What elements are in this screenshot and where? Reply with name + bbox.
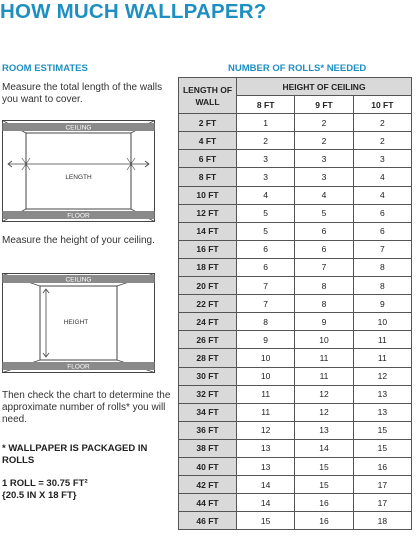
packaging-note: * WALLPAPER IS PACKAGED IN ROLLS bbox=[2, 443, 148, 466]
table-row bbox=[179, 168, 412, 186]
table-row bbox=[179, 114, 412, 132]
step3-text: Then check the chart to determine the approximate number of rolls* you will need. bbox=[2, 390, 171, 425]
rolls-table-body bbox=[179, 114, 412, 530]
table-row bbox=[179, 313, 412, 331]
rolls-cell: 16 bbox=[295, 494, 353, 512]
table-row bbox=[179, 349, 412, 367]
rolls-cell: 2 bbox=[295, 114, 353, 132]
rolls-cell: 11 bbox=[353, 349, 411, 367]
wall-length-cell: 32 FT bbox=[179, 385, 237, 403]
wall-length-cell: 30 FT bbox=[179, 367, 237, 385]
rolls-cell: 1 bbox=[237, 114, 295, 132]
rolls-cell: 3 bbox=[237, 150, 295, 168]
table-row bbox=[179, 277, 412, 295]
rolls-cell: 14 bbox=[237, 476, 295, 494]
rolls-cell: 6 bbox=[353, 222, 411, 240]
table-row bbox=[179, 132, 412, 150]
rolls-cell: 15 bbox=[237, 512, 295, 530]
rolls-cell: 5 bbox=[237, 204, 295, 222]
rolls-cell: 15 bbox=[295, 457, 353, 475]
rolls-cell: 6 bbox=[295, 222, 353, 240]
rolls-cell: 2 bbox=[353, 114, 411, 132]
rolls-cell: 18 bbox=[353, 512, 411, 530]
table-row bbox=[179, 258, 412, 276]
rolls-cell: 2 bbox=[295, 132, 353, 150]
table-row bbox=[179, 367, 412, 385]
wall-length-cell: 28 FT bbox=[179, 349, 237, 367]
rolls-cell: 10 bbox=[237, 367, 295, 385]
table-row bbox=[179, 494, 412, 512]
diagram2-ceiling-label: CEILING bbox=[65, 276, 92, 284]
wall-length-cell: 8 FT bbox=[179, 168, 237, 186]
roll-area: 1 ROLL = 30.75 FT² bbox=[2, 478, 88, 489]
diagram1-floor-label: FLOOR bbox=[67, 212, 90, 220]
rolls-cell: 12 bbox=[237, 421, 295, 439]
rolls-cell: 9 bbox=[295, 313, 353, 331]
rolls-cell: 12 bbox=[353, 367, 411, 385]
rolls-cell: 6 bbox=[237, 258, 295, 276]
room-estimates-heading: ROOM ESTIMATES bbox=[2, 63, 88, 74]
rolls-cell: 6 bbox=[237, 240, 295, 258]
rolls-cell: 4 bbox=[237, 186, 295, 204]
rolls-cell: 7 bbox=[353, 240, 411, 258]
rolls-cell: 15 bbox=[295, 476, 353, 494]
rolls-cell: 14 bbox=[295, 439, 353, 457]
rolls-cell: 6 bbox=[353, 204, 411, 222]
diagram1-length-label: LENGTH bbox=[65, 174, 92, 181]
rolls-cell: 15 bbox=[353, 421, 411, 439]
table-row bbox=[179, 421, 412, 439]
rolls-cell: 2 bbox=[353, 132, 411, 150]
rolls-cell: 3 bbox=[295, 168, 353, 186]
rolls-cell: 8 bbox=[353, 258, 411, 276]
table-row bbox=[179, 186, 412, 204]
wall-length-cell: 34 FT bbox=[179, 403, 237, 421]
rolls-cell: 17 bbox=[353, 494, 411, 512]
rolls-cell: 9 bbox=[353, 295, 411, 313]
rolls-cell: 3 bbox=[353, 150, 411, 168]
rolls-cell: 7 bbox=[237, 277, 295, 295]
wall-length-cell: 12 FT bbox=[179, 204, 237, 222]
rolls-cell: 13 bbox=[237, 457, 295, 475]
rolls-cell: 8 bbox=[237, 313, 295, 331]
wall-length-cell: 46 FT bbox=[179, 512, 237, 530]
wall-length-cell: 10 FT bbox=[179, 186, 237, 204]
rolls-cell: 8 bbox=[295, 277, 353, 295]
wall-length-cell: 20 FT bbox=[179, 277, 237, 295]
table-row bbox=[179, 295, 412, 313]
table-row bbox=[179, 204, 412, 222]
wall-length-cell: 18 FT bbox=[179, 258, 237, 276]
wall-length-cell: 2 FT bbox=[179, 114, 237, 132]
table-row bbox=[179, 476, 412, 494]
rolls-cell: 15 bbox=[353, 439, 411, 457]
rolls-cell: 16 bbox=[295, 512, 353, 530]
height-of-ceiling-header: HEIGHT OF CEILING bbox=[237, 78, 412, 96]
wall-length-cell: 38 FT bbox=[179, 439, 237, 457]
rolls-cell: 7 bbox=[237, 295, 295, 313]
table-row bbox=[179, 240, 412, 258]
wall-length-cell: 16 FT bbox=[179, 240, 237, 258]
rolls-cell: 11 bbox=[237, 385, 295, 403]
rolls-cell: 16 bbox=[353, 457, 411, 475]
column-9ft: 9 FT bbox=[295, 96, 353, 114]
rolls-cell: 12 bbox=[295, 403, 353, 421]
step1-text: Measure the total length of the walls you want to cover. bbox=[2, 82, 163, 105]
rolls-cell: 11 bbox=[237, 403, 295, 421]
rolls-cell: 4 bbox=[353, 186, 411, 204]
step2-text: Measure the height of your ceiling. bbox=[2, 235, 155, 246]
diagram2-floor-label: FLOOR bbox=[67, 363, 90, 371]
rolls-cell: 17 bbox=[353, 476, 411, 494]
rolls-cell: 8 bbox=[353, 277, 411, 295]
diagram1-ceiling-label: CEILING bbox=[65, 124, 92, 132]
rolls-table bbox=[178, 77, 412, 530]
wall-length-cell: 42 FT bbox=[179, 476, 237, 494]
rolls-cell: 8 bbox=[295, 295, 353, 313]
rolls-cell: 11 bbox=[295, 349, 353, 367]
rolls-cell: 7 bbox=[295, 258, 353, 276]
diagram2-height-label: HEIGHT bbox=[63, 319, 89, 326]
table-row bbox=[179, 385, 412, 403]
rolls-cell: 13 bbox=[295, 421, 353, 439]
rolls-cell: 13 bbox=[353, 385, 411, 403]
wall-length-cell: 4 FT bbox=[179, 132, 237, 150]
rolls-cell: 10 bbox=[353, 313, 411, 331]
rolls-needed-heading: NUMBER OF ROLLS* NEEDED bbox=[228, 63, 367, 74]
wall-length-cell: 44 FT bbox=[179, 494, 237, 512]
wall-length-cell: 26 FT bbox=[179, 331, 237, 349]
rolls-cell: 13 bbox=[353, 403, 411, 421]
table-row bbox=[179, 150, 412, 168]
rolls-cell: 3 bbox=[237, 168, 295, 186]
table-row bbox=[179, 512, 412, 530]
height-diagram bbox=[2, 273, 155, 373]
rolls-cell: 14 bbox=[237, 494, 295, 512]
rolls-cell: 4 bbox=[353, 168, 411, 186]
wall-length-cell: 40 FT bbox=[179, 457, 237, 475]
roll-dimensions: {20.5 IN X 18 FT} bbox=[2, 490, 77, 501]
table-row bbox=[179, 403, 412, 421]
rolls-cell: 13 bbox=[237, 439, 295, 457]
table-row bbox=[179, 439, 412, 457]
rolls-cell: 11 bbox=[295, 367, 353, 385]
wall-length-cell: 36 FT bbox=[179, 421, 237, 439]
length-diagram bbox=[2, 120, 155, 222]
rolls-cell: 10 bbox=[237, 349, 295, 367]
roll-size-note bbox=[2, 478, 172, 502]
rolls-cell: 2 bbox=[237, 132, 295, 150]
wall-length-cell: 14 FT bbox=[179, 222, 237, 240]
rolls-cell: 9 bbox=[237, 331, 295, 349]
rolls-cell: 11 bbox=[353, 331, 411, 349]
column-8ft: 8 FT bbox=[237, 96, 295, 114]
rolls-cell: 5 bbox=[295, 204, 353, 222]
length-of-wall-header: LENGTH OF WALL bbox=[179, 78, 237, 114]
rolls-cell: 10 bbox=[295, 331, 353, 349]
rolls-cell: 12 bbox=[295, 385, 353, 403]
table-row bbox=[179, 457, 412, 475]
rolls-cell: 4 bbox=[295, 186, 353, 204]
table-row bbox=[179, 222, 412, 240]
page-title: HOW MUCH WALLPAPER? bbox=[0, 0, 267, 23]
wall-length-cell: 24 FT bbox=[179, 313, 237, 331]
table-row bbox=[179, 331, 412, 349]
column-10ft: 10 FT bbox=[353, 96, 411, 114]
wall-length-cell: 6 FT bbox=[179, 150, 237, 168]
wall-length-cell: 22 FT bbox=[179, 295, 237, 313]
rolls-cell: 5 bbox=[237, 222, 295, 240]
rolls-cell: 6 bbox=[295, 240, 353, 258]
rolls-cell: 3 bbox=[295, 150, 353, 168]
